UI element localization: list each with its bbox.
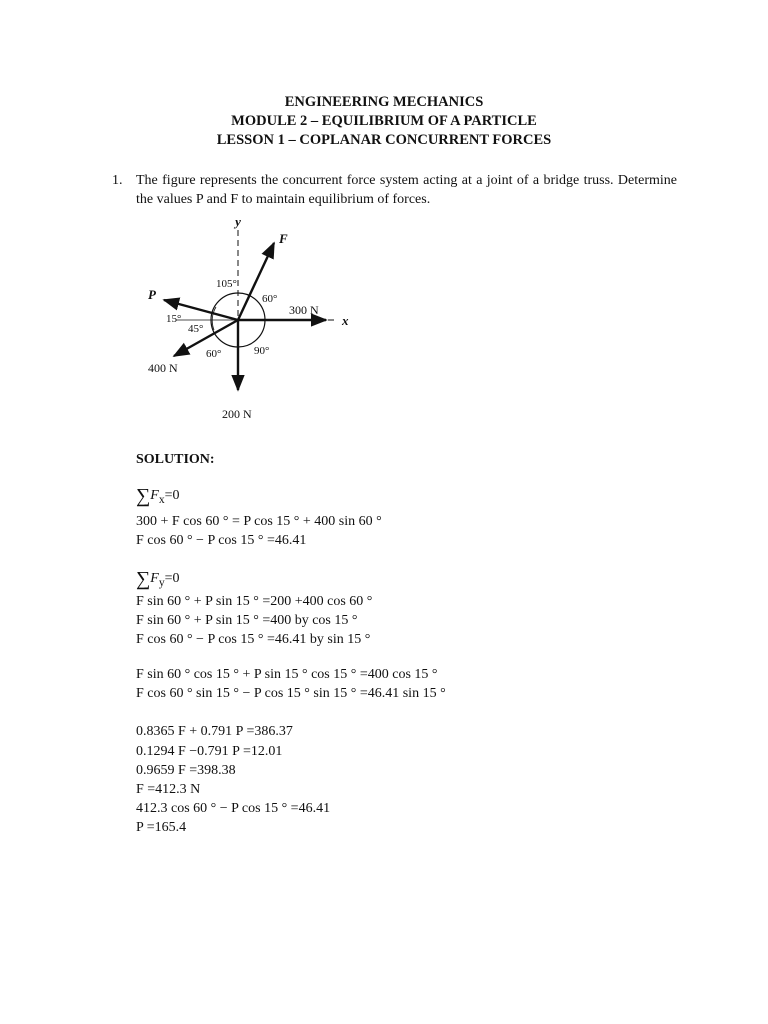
- equation-line: F cos 60 ° − P cos 15 ° =46.41: [136, 533, 307, 548]
- equation-line: F sin 60 ° cos 15 ° + P sin 15 ° cos 15 ° =400 cos 15 °: [136, 667, 438, 682]
- angle-90-label: 90°: [254, 345, 270, 357]
- header-module-title: MODULE 2 – EQUILIBRIUM OF A PARTICLE: [231, 113, 537, 129]
- equation-line: F cos 60 ° − P cos 15 ° =46.41 by sin 15 °: [136, 632, 371, 647]
- equation-line: 0.8365 F + 0.791 P =386.37: [136, 724, 293, 739]
- force-P-label: P: [148, 287, 156, 302]
- sum-var: F: [150, 571, 159, 586]
- y-axis-label: y: [235, 214, 241, 229]
- equation-line: F cos 60 ° sin 15 ° − P cos 15 ° sin 15 ° =46.41 sin 15 °: [136, 686, 446, 701]
- x-axis-label: x: [342, 313, 349, 328]
- problem-text: The figure represents the concurrent force system acting at a joint of a bridge truss. Determine the values P and F to maintain equilibrium of forces.: [136, 173, 677, 207]
- sum-fy-equation: [136, 568, 180, 591]
- problem-number: 1.: [112, 173, 123, 188]
- equation-line: 412.3 cos 60 ° − P cos 15 ° =46.41: [136, 801, 331, 816]
- force-diagram: [136, 212, 366, 427]
- angle-105-label: 105°: [216, 278, 237, 290]
- sum-sub: x: [158, 492, 165, 506]
- sum-rhs: =0: [164, 488, 180, 503]
- sum-var: F: [150, 488, 159, 503]
- summation-symbol: ∑: [136, 485, 151, 507]
- force-F-label: F: [279, 231, 288, 246]
- equation-line: P =165.4: [136, 820, 187, 835]
- angle-60-bottom-label: 60°: [206, 348, 222, 360]
- summation-symbol: ∑: [136, 568, 151, 590]
- header-course-title: ENGINEERING MECHANICS: [284, 94, 484, 110]
- angle-15-label: 15°: [166, 313, 182, 325]
- force-400-label: 400 N: [148, 361, 178, 375]
- equation-line: 0.9659 F =398.38: [136, 763, 236, 778]
- sum-rhs: =0: [164, 571, 180, 586]
- sum-fx-equation: [136, 485, 180, 508]
- sum-sub: y: [158, 575, 165, 589]
- equation-line: F sin 60 ° + P sin 15 ° =200 +400 cos 60 °: [136, 594, 373, 609]
- force-200-label: 200 N: [222, 407, 252, 421]
- angle-60-top-label: 60°: [262, 293, 278, 305]
- angle-45-label: 45°: [188, 323, 204, 335]
- equation-line: F sin 60 ° + P sin 15 ° =400 by cos 15 °: [136, 613, 358, 628]
- equation-line: 300 + F cos 60 ° = P cos 15 ° + 400 sin 60 °: [136, 514, 382, 529]
- equation-line: F =412.3 N: [136, 782, 201, 797]
- equation-line: 0.1294 F −0.791 P =12.01: [136, 744, 283, 759]
- solution-heading: SOLUTION:: [136, 452, 215, 467]
- force-F-arrow: [238, 243, 274, 320]
- force-300-label: 300 N: [289, 303, 319, 317]
- header-lesson-title: LESSON 1 – COPLANAR CONCURRENT FORCES: [216, 132, 552, 148]
